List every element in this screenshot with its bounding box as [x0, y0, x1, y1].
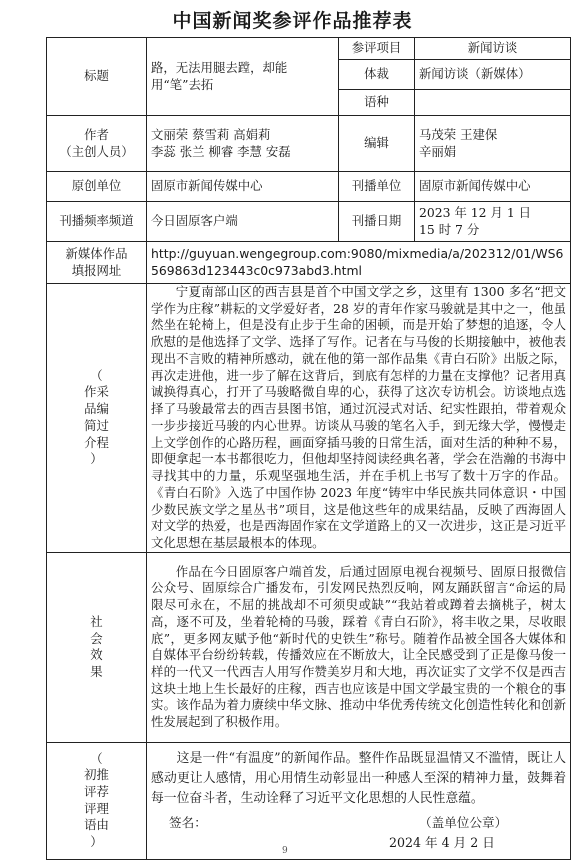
pub-date-label: 刊播日期	[339, 202, 415, 242]
effect-paragraph: 作品在今日固原客户端首发，后通过固原电视台视频号、固原日报微信公众号、固原综合广播发布，引发网民热烈反响，网友踊跃留言“命运的局限尽可永在，不屈的挑战却不可须臾或缺”“我站着或蹲着去摘桃子，树太高，逐不可及，坐着轮椅的马骏，踩着《青白石阶》，将丰收之果，尽收眼底”，更多网友赋予他“新时代的史铁生”称号。随着作品被全国各大媒体和自媒体平台纷纷转载，传播效应在不断放大，让全民感受到了正是像马俊一样的一代又一代西吉人用写作赞美岁月和大地，再次证实了文学不仅是西吉这块土地上生长最好的庄稼，西吉也应该是中国文学最宝贵的一个粮仓的事实。该作品为着力赓续中华文脉、推动中华优秀传统文化创造性转化和创新性发展起到了积极作用。	[151, 563, 566, 730]
recommend-cell	[147, 742, 571, 859]
authors-line-2: 李蕊 张兰 柳睿 李慧 安磊	[151, 143, 291, 159]
pub-unit-label: 刊播单位	[339, 172, 415, 202]
editors-value	[415, 116, 571, 172]
intro-label	[47, 284, 147, 553]
sign-date: 2024 年 4 月 2 日	[389, 835, 495, 851]
recommend-label-text: （ 初推 评荐 评理 语由 ）	[84, 750, 109, 850]
channel-label: 刊播频率频道	[47, 202, 147, 242]
language-value	[415, 90, 571, 116]
recommendation-form	[46, 37, 571, 860]
unit-value: 固原市新闻传媒中心	[147, 172, 339, 202]
authors-label-text: 作者 （主创人员）	[59, 126, 134, 159]
page-number: 9	[282, 846, 288, 856]
page-title: 中国新闻奖参评作品推荐表	[172, 10, 413, 32]
category-value: 新闻访谈	[415, 38, 571, 60]
url-label-text: 新媒体作品 填报网址	[65, 245, 128, 278]
effect-text	[147, 552, 571, 742]
intro-paragraph: 宁夏南部山区的西吉县是首个中国文学之乡，这里有 1300 多名“把文学作为庄稼”耕耘的文学爱好者，28 岁的青年作家马骏就是其中之一，他虽然坐在轮椅上，但是没有止步于生命的困顿，而是开始了梦想的追逐，令人欣慰的是他选择了文学、选择了写作。记者在与马俊的长期接触中，被他表现出不言败的精神所感动，就在他的第一部作品集《青白石阶》出版之际，再次走进他，进一步了解在这背后，到底有怎样的力量在支撑他？记者用真诚换得真心，打开了马骏略微自卑的心，获得了这次专访机会。访谈地点选择了马骏最常去的西吉县图书馆，通过沉浸式对话、纪实性跟拍，带着观众一步步接近马骏的内心世界。访谈从马骏的笔名入手，到无缘大学，慢慢走上文学创作的心路历程，画面穿插马骏的日常生活，面对生活的种种不易，即便拿起一本书都很吃力，但他却坚持阅读经典名著，学会在浩瀚的书海中寻找其中的力量，乐观坚强地生活，并在手机上书写了数十万字的作品。《青白石阶》入选了中国作协 2023 年度“铸牢中华民族共同体意识・中国少数民族文学之星丛书”项目，这是他这些年的成果结晶，反映了西海固人对文学的热爱，也是西海固作家在文学道路上的又一次进步，这正是习近平文化思想在基层最根本的体现。	[151, 284, 566, 551]
language-label: 语种	[339, 90, 415, 116]
editors-label: 编辑	[339, 116, 415, 172]
url-value[interactable]: http://guyuan.wengegroup.com:9080/mixmedia/a/202312/01/WS6569863d123443c0c973abd3.html	[147, 242, 571, 284]
signature-label: 签名：	[169, 815, 207, 831]
headline-label: 标题	[47, 38, 147, 116]
pub-unit-value: 固原市新闻传媒中心	[415, 172, 571, 202]
url-label	[47, 242, 147, 284]
unit-label: 原创单位	[47, 172, 147, 202]
editors-line-2: 辛丽娟	[419, 143, 457, 159]
category-label: 参评项目	[339, 38, 415, 60]
authors-label	[47, 116, 147, 172]
headline-value: 路，无法用腿去蹚，却能用“笔”去拓	[147, 38, 339, 116]
pub-date-value	[415, 202, 571, 242]
authors-value	[147, 116, 339, 172]
intro-label-text: （ 作采 品编 简过 介程 ）	[84, 367, 109, 467]
genre-label: 体裁	[339, 60, 415, 90]
intro-text	[147, 284, 571, 553]
effect-label-text: 社 会 效 果	[90, 613, 103, 679]
stamp-label: （盖单位公章）	[419, 815, 508, 831]
authors-line-1: 文丽荣 蔡雪莉 高娟莉	[151, 126, 271, 142]
effect-label	[47, 552, 147, 742]
pub-date-line-1: 2023 年 12 月 1 日	[419, 204, 532, 220]
recommend-label	[47, 742, 147, 859]
recommend-paragraph: 这是一件“有温度”的新闻作品。整件作品既显温情又不滥情，既让人感动更让人感情，用心用情生动彰显出一种感人至深的精神力量，鼓舞着每一位奋斗者，生动诠释了习近平文化思想的人民性意蕴。	[151, 751, 566, 806]
genre-value: 新闻访谈（新媒体）	[415, 60, 571, 90]
channel-value: 今日固原客户端	[147, 202, 339, 242]
sign-date-row	[151, 834, 566, 852]
editors-line-1: 马茂荣 王建保	[419, 126, 498, 142]
pub-date-line-2: 15 时 7 分	[419, 221, 480, 237]
signature-row	[151, 814, 566, 834]
